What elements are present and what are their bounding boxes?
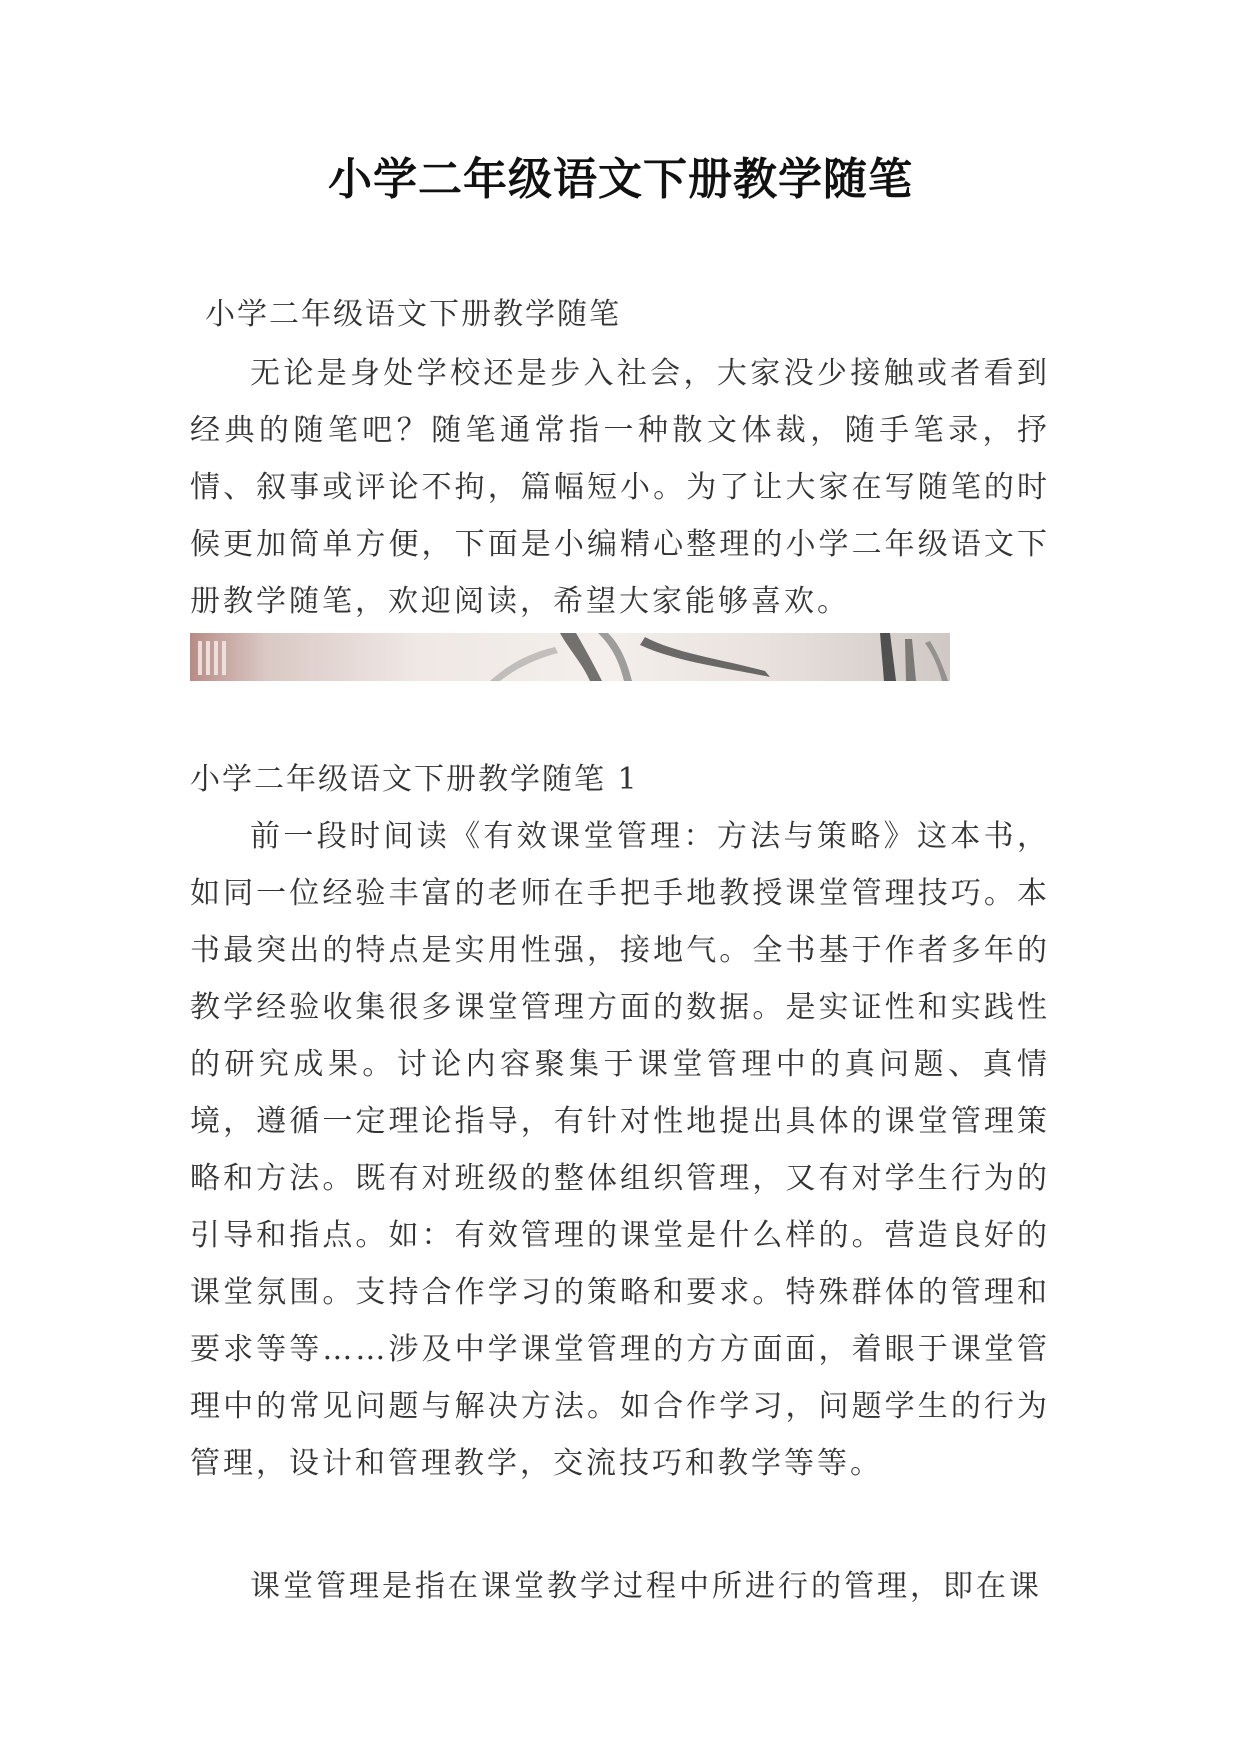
document-subtitle: 小学二年级语文下册教学随笔	[205, 297, 621, 332]
section-heading: 小学二年级语文下册教学随笔 1	[190, 762, 639, 797]
section-paragraph-1: 前一段时间读《有效课堂管理：方法与策略》这本书，如同一位经验丰富的老师在手把手地教授课堂管理技巧。本书最突出的特点是实用性强，接地气。全书基于作者多年的教学经验收集很多课堂管理方面的数据。是实证性和实践性的研究成果。讨论内容聚集于课堂管理中的真问题、真情境，遵循一定理论指导，有针对性地提出具体的课堂管理策略和方法。既有对班级的整体组织管理，又有对学生行为的引导和指点。如：有效管理的课堂是什么样的。营造良好的课堂氛围。支持合作学习的策略和要求。特殊群体的管理和要求等等……涉及中学课堂管理的方方面面，着眼于课堂管理中的常见问题与解决方法。如合作学习，问题学生的行为管理，设计和管理教学，交流技巧和教学等等。	[190, 819, 1050, 1481]
banner-image	[190, 633, 950, 681]
section-paragraph-2: 课堂管理是指在课堂教学过程中所进行的管理，即在课	[250, 1569, 1042, 1604]
ink-painting-illustration	[190, 633, 950, 681]
intro-paragraph: 无论是身处学校还是步入社会，大家没少接触或者看到经典的随笔吧？随笔通常指一种散文体裁，随手笔录，抒情、叙事或评论不拘，篇幅短小。为了让大家在写随笔的时候更加简单方便，下面是小编精心整理的小学二年级语文下册教学随笔，欢迎阅读，希望大家能够喜欢。	[190, 356, 1050, 619]
document-title: 小学二年级语文下册教学随笔	[328, 154, 913, 205]
